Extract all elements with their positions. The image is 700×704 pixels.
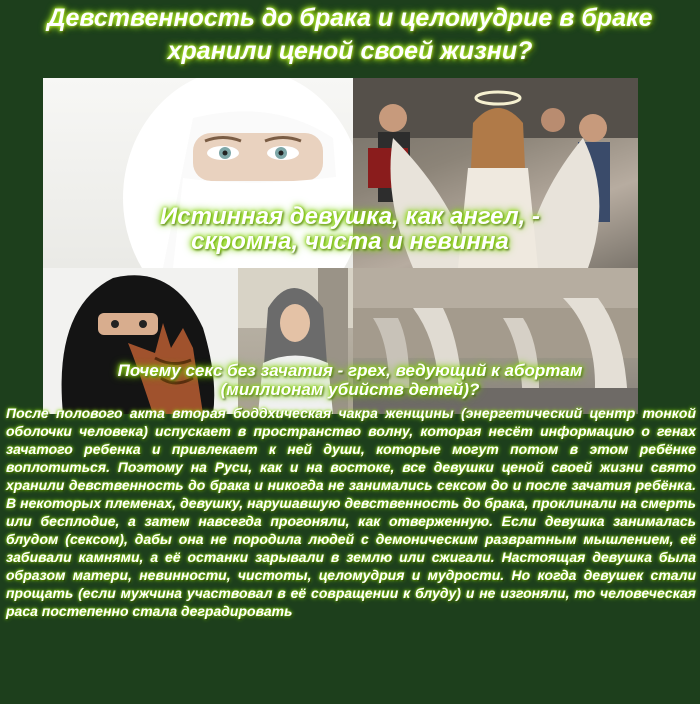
headline-title: Девственность до брака и целомудрие в браке хранили ценой своей жизни? xyxy=(47,4,653,65)
caption-angel: Истинная девушка, как ангел, - скромна, чиста и невинна xyxy=(160,203,540,255)
body-paragraph: После полового акта вторая боддхическая чакра женщины (энергетический центр тонкой оболочки человека) испускает в пространство волну, которая несёт информацию о генах зачатого ребенка и привлекает к ней души, которые могут потом в этом ребёнке воплотиться. Поэтому на Руси, как и на востоке, все девушки ценой своей жизни свято хранили девственность до брака и никогда не занимались сексом до и после зачатия ребёнка. В некоторых племенах, девушку, нарушавшую девственность до брака, проклинали на смерть или бесплодие, а затем навсегда прогоняли, как отверженную. Если девушка занималась блудом (сексом), дабы она не породила людей с демоническим развратным мышлением, её забивали камнями, а её останки зарывали в землю или сжигали. Настоящая девушка была образом матери, невинности, чистоты, целомудрия и мудрости. Но когда девушек стали прощать (если мужчина участвовал в её совращении к блуду) и не изгоняли, то человеческая раса постепенно стала деградировать xyxy=(6,405,696,619)
caption-question: Почему секс без зачатия - грех, ведующий к абортам (миллионам убийств детей)? xyxy=(117,361,583,399)
